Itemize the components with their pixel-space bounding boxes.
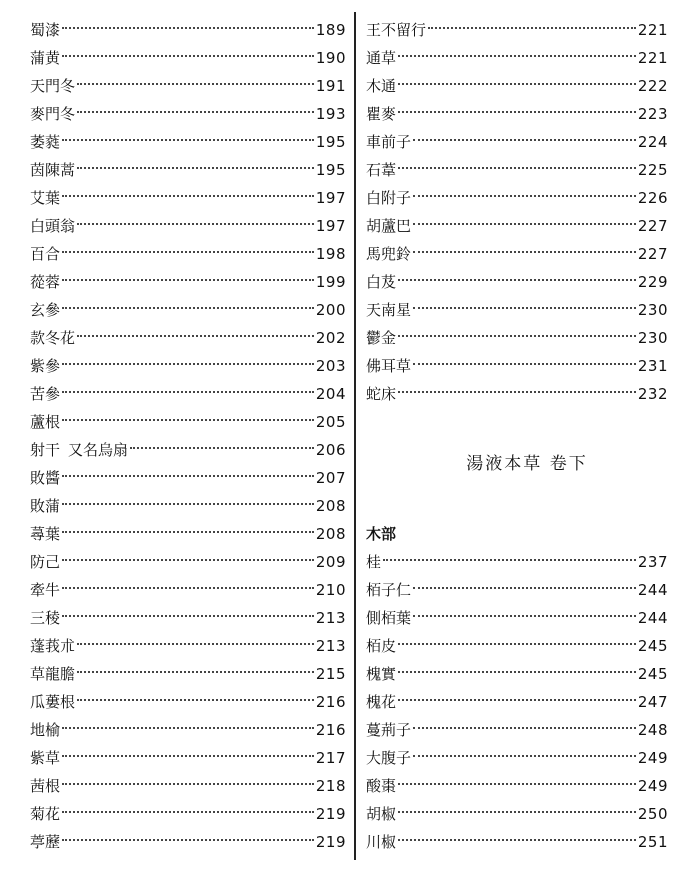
toc-entry: [366, 100, 668, 128]
page-number: 225: [637, 161, 668, 179]
dot-leader: [77, 83, 314, 85]
toc-entry: [30, 128, 346, 156]
section-heading: 木部: [366, 525, 397, 543]
page-number: 237: [637, 553, 668, 571]
entry-name-text: 蓯蓉: [30, 273, 61, 291]
page-number: 232: [637, 385, 668, 403]
entry-name-text: 防己: [30, 553, 61, 571]
dot-leader: [413, 615, 636, 617]
entry-name: [366, 296, 411, 324]
entry-name-text: 桂: [366, 553, 382, 571]
entry-name: [366, 100, 396, 128]
entry-name-text: 栢皮: [366, 637, 397, 655]
entry-name-text: 胡蘆巴: [366, 217, 412, 235]
entry-name-text: 側栢葉: [366, 609, 412, 627]
dot-leader: [398, 111, 636, 113]
toc-entry: [30, 716, 346, 744]
dot-leader: [77, 111, 314, 113]
page-number: 200: [315, 301, 346, 319]
dot-leader: [62, 139, 314, 141]
entry-name-text: 三稜: [30, 609, 61, 627]
page-number: 193: [315, 105, 346, 123]
entry-name: [30, 828, 60, 856]
page-number: 203: [315, 357, 346, 375]
volume-title: 湯液本草 卷下: [466, 454, 588, 474]
dot-leader: [398, 811, 636, 813]
page-number: 208: [315, 525, 346, 543]
entry-name: [366, 604, 411, 632]
entry-name-text: 艾葉: [30, 189, 61, 207]
entry-name-text: 瞿麥: [366, 105, 397, 123]
entry-name-text: 紫草: [30, 749, 61, 767]
entry-name: [30, 352, 60, 380]
toc-entry: [366, 296, 668, 324]
entry-name: [30, 100, 75, 128]
entry-name: [30, 744, 60, 772]
toc-entry: [30, 212, 346, 240]
toc-entry: [366, 16, 668, 44]
dot-leader: [413, 363, 636, 365]
toc-entry: [366, 72, 668, 100]
dot-leader: [62, 755, 314, 757]
entry-name: [30, 772, 60, 800]
entry-name-text: 王不留行: [366, 21, 427, 39]
toc-entry: [366, 828, 668, 856]
dot-leader: [413, 195, 636, 197]
page-number: 190: [315, 49, 346, 67]
entry-name-text: 白附子: [366, 189, 412, 207]
entry-name: [366, 44, 396, 72]
dot-leader: [398, 783, 636, 785]
entry-name: [366, 548, 381, 576]
page-number: 209: [315, 553, 346, 571]
toc-entry: [366, 800, 668, 828]
toc-entry: [30, 324, 346, 352]
toc-entry: [30, 492, 346, 520]
entry-name-text: 木通: [366, 77, 397, 95]
entry-name: [366, 380, 396, 408]
dot-leader: [398, 643, 636, 645]
entry-name-text: 白芨: [366, 273, 397, 291]
dot-leader: [62, 727, 314, 729]
entry-name: [366, 184, 411, 212]
dot-leader: [383, 559, 636, 561]
entry-name: [30, 632, 75, 660]
dot-leader: [77, 699, 314, 701]
toc-entry: [30, 660, 346, 688]
dot-leader: [62, 391, 314, 393]
page-number: 197: [315, 217, 346, 235]
dot-leader: [413, 139, 636, 141]
dot-leader: [62, 559, 314, 561]
entry-name-text: 白頭翁: [30, 217, 76, 235]
page-number: 208: [315, 497, 346, 515]
blank-line: [366, 492, 668, 520]
page-number: 216: [315, 693, 346, 711]
entry-name: [30, 156, 75, 184]
dot-leader: [77, 223, 314, 225]
dot-leader: [62, 279, 314, 281]
toc-entry: [366, 576, 668, 604]
dot-leader: [77, 671, 314, 673]
column-divider: [354, 12, 356, 860]
entry-name: [366, 268, 396, 296]
entry-name-text: 馬兜鈴: [366, 245, 412, 263]
entry-name: [30, 44, 60, 72]
entry-name-text: 地榆: [30, 721, 61, 739]
entry-name: [366, 240, 411, 268]
toc-entry: [30, 268, 346, 296]
dot-leader: [77, 335, 314, 337]
page-number: 219: [315, 805, 346, 823]
page-number: 197: [315, 189, 346, 207]
entry-name-text: 苦參: [30, 385, 61, 403]
page-number: 195: [315, 133, 346, 151]
toc-entry: [30, 100, 346, 128]
page-number: 205: [315, 413, 346, 431]
entry-name: [30, 380, 60, 408]
toc-entry: [30, 464, 346, 492]
entry-name-text: 蕁葉: [30, 525, 61, 543]
entry-name-text: 萎蕤: [30, 133, 61, 151]
dot-leader: [398, 699, 636, 701]
left-toc-column: [30, 16, 346, 856]
page-number: 227: [637, 245, 668, 263]
entry-name: [366, 576, 411, 604]
page-number: 249: [637, 749, 668, 767]
dot-leader: [398, 83, 636, 85]
entry-name: [366, 16, 426, 44]
page-number: 210: [315, 581, 346, 599]
entry-name-text: 栢子仁: [366, 581, 412, 599]
toc-entry: [366, 744, 668, 772]
page-number: 247: [637, 693, 668, 711]
page-number: 224: [637, 133, 668, 151]
toc-entry: [30, 72, 346, 100]
entry-name-text: 天南星: [366, 301, 412, 319]
toc-entry: [366, 380, 668, 408]
entry-name: [30, 436, 128, 464]
page-number: 244: [637, 581, 668, 599]
dot-leader: [62, 783, 314, 785]
entry-name-text: 蓬莪朮: [30, 637, 76, 655]
page-number: 221: [637, 21, 668, 39]
entry-name-text: 茵陳蒿: [30, 161, 76, 179]
entry-name-text: 佛耳草: [366, 357, 412, 375]
dot-leader: [398, 391, 636, 393]
page-number: 215: [315, 665, 346, 683]
toc-entry: [30, 632, 346, 660]
page-number: 222: [637, 77, 668, 95]
entry-name-text: 槐實: [366, 665, 397, 683]
toc-entry: [30, 520, 346, 548]
toc-entry: [30, 184, 346, 212]
dot-leader: [77, 643, 314, 645]
dot-leader: [62, 307, 314, 309]
entry-name-text: 茜根: [30, 777, 61, 795]
entry-name-text: 蜀漆: [30, 21, 61, 39]
entry-name: [30, 16, 60, 44]
entry-name: [30, 324, 75, 352]
toc-entry: [30, 800, 346, 828]
page-number: 230: [637, 329, 668, 347]
page-number: 230: [637, 301, 668, 319]
dot-leader: [428, 27, 636, 29]
toc-entry: [30, 604, 346, 632]
entry-name: [366, 212, 411, 240]
dot-leader: [62, 811, 314, 813]
entry-name-text: 車前子: [366, 133, 412, 151]
dot-leader: [398, 335, 636, 337]
toc-entry: [30, 156, 346, 184]
page-number: 244: [637, 609, 668, 627]
page-number: 199: [315, 273, 346, 291]
dot-leader: [413, 587, 636, 589]
entry-name: [366, 660, 396, 688]
entry-name: [30, 800, 60, 828]
dot-leader: [413, 727, 636, 729]
page-number: 221: [637, 49, 668, 67]
page-number: 227: [637, 217, 668, 235]
toc-entry: [30, 688, 346, 716]
toc-entry: [366, 548, 668, 576]
page-number: 249: [637, 777, 668, 795]
entry-name: [366, 828, 396, 856]
toc-entry: [30, 548, 346, 576]
page-number: 202: [315, 329, 346, 347]
page-number: 245: [637, 637, 668, 655]
page-number: 218: [315, 777, 346, 795]
entry-name-text: 瓜蔞根: [30, 693, 76, 711]
toc-entry: [30, 44, 346, 72]
entry-name-text: 蔓荊子: [366, 721, 412, 739]
entry-name-text: 大腹子: [366, 749, 412, 767]
toc-entry: [30, 576, 346, 604]
dot-leader: [62, 419, 314, 421]
entry-name: [30, 492, 60, 520]
dot-leader: [62, 27, 314, 29]
entry-name: [366, 352, 411, 380]
page-number: 198: [315, 245, 346, 263]
dot-leader: [62, 475, 314, 477]
entry-name-text: 蘆根: [30, 413, 61, 431]
page-number: 213: [315, 637, 346, 655]
entry-name-text: 蒲黄: [30, 49, 61, 67]
toc-entry: [366, 632, 668, 660]
toc-entry: [366, 716, 668, 744]
entry-name-text: 敗醬: [30, 469, 61, 487]
dot-leader: [398, 839, 636, 841]
entry-name: [30, 128, 60, 156]
page-number: 213: [315, 609, 346, 627]
page-number: 223: [637, 105, 668, 123]
entry-name: [366, 156, 396, 184]
entry-name: [30, 212, 75, 240]
toc-entry: [30, 296, 346, 324]
right-toc-column: [366, 16, 668, 856]
entry-name-text: 酸棗: [366, 777, 397, 795]
page-number: 216: [315, 721, 346, 739]
dot-leader: [413, 755, 636, 757]
dot-leader: [62, 55, 314, 57]
entry-name: [30, 72, 75, 100]
entry-name-text: 玄參: [30, 301, 61, 319]
dot-leader: [130, 447, 314, 449]
entry-name: [30, 576, 60, 604]
toc-entry: [366, 352, 668, 380]
entry-name: [30, 268, 60, 296]
entry-name: [366, 72, 396, 100]
page-number: 251: [637, 833, 668, 851]
toc-entry: [366, 660, 668, 688]
page-number: 204: [315, 385, 346, 403]
page-number: 219: [315, 833, 346, 851]
entry-name: [30, 296, 60, 324]
toc-entry: [366, 324, 668, 352]
toc-entry: [366, 184, 668, 212]
entry-name: [366, 324, 396, 352]
dot-leader: [62, 195, 314, 197]
page-number: 248: [637, 721, 668, 739]
entry-alias: 又名烏扇: [68, 441, 129, 459]
dot-leader: [398, 55, 636, 57]
entry-name: [366, 688, 396, 716]
page-number: 207: [315, 469, 346, 487]
entry-name: [30, 184, 60, 212]
toc-entry: [366, 688, 668, 716]
dot-leader: [398, 279, 636, 281]
entry-name-text: 胡椒: [366, 805, 397, 823]
entry-name-text: 鬱金: [366, 329, 397, 347]
entry-name: [366, 800, 396, 828]
dot-leader: [398, 671, 636, 673]
page-number: 206: [315, 441, 346, 459]
dot-leader: [62, 363, 314, 365]
entry-name-text: 菊花: [30, 805, 61, 823]
toc-entry: [30, 828, 346, 856]
dot-leader: [77, 167, 314, 169]
page-number: 191: [315, 77, 346, 95]
entry-name: [30, 604, 60, 632]
entry-name: [366, 744, 411, 772]
toc-entry: [366, 240, 668, 268]
toc-entry: [366, 44, 668, 72]
entry-name-text: 葶藶: [30, 833, 61, 851]
entry-name-text: 蛇床: [366, 385, 397, 403]
page-number: 245: [637, 665, 668, 683]
toc-entry: [366, 212, 668, 240]
entry-name: [366, 716, 411, 744]
dot-leader: [398, 167, 636, 169]
entry-name-text: 百合: [30, 245, 61, 263]
dot-leader: [62, 615, 314, 617]
toc-entry: [30, 240, 346, 268]
dot-leader: [413, 307, 636, 309]
toc-entry: [30, 772, 346, 800]
toc-entry: [30, 380, 346, 408]
toc-entry: [30, 408, 346, 436]
toc-entry: [366, 128, 668, 156]
entry-name: [366, 128, 411, 156]
entry-name-text: 牽牛: [30, 581, 61, 599]
entry-name-text: 紫參: [30, 357, 61, 375]
dot-leader: [62, 839, 314, 841]
entry-name: [30, 660, 75, 688]
entry-name-text: 石葦: [366, 161, 397, 179]
page-number: 195: [315, 161, 346, 179]
entry-name-text: 敗蒲: [30, 497, 61, 515]
entry-name-text: 川椒: [366, 833, 397, 851]
entry-name-text: 天門冬: [30, 77, 76, 95]
toc-entry: [30, 744, 346, 772]
entry-name: [30, 548, 60, 576]
entry-name: [30, 408, 60, 436]
entry-name: [366, 772, 396, 800]
toc-entry: [30, 16, 346, 44]
entry-name: [30, 688, 75, 716]
page-number: 231: [637, 357, 668, 375]
entry-name-text: 槐花: [366, 693, 397, 711]
dot-leader: [62, 503, 314, 505]
page-number: 229: [637, 273, 668, 291]
page-number: 217: [315, 749, 346, 767]
toc-entry: [366, 156, 668, 184]
toc-entry: [30, 436, 346, 464]
entry-name: [30, 716, 60, 744]
entry-name: [30, 240, 60, 268]
entry-name-text: 款冬花: [30, 329, 76, 347]
entry-name-text: 通草: [366, 49, 397, 67]
entry-name: [30, 464, 60, 492]
entry-name-text: 麥門冬: [30, 105, 76, 123]
entry-name-text: 射干: [30, 441, 61, 459]
dot-leader: [62, 251, 314, 253]
toc-entry: [366, 268, 668, 296]
page-number: 189: [315, 21, 346, 39]
entry-name: [30, 520, 60, 548]
toc-entry: [366, 604, 668, 632]
dot-leader: [62, 587, 314, 589]
entry-name-text: 草龍膽: [30, 665, 76, 683]
entry-name: [366, 632, 396, 660]
dot-leader: [413, 223, 636, 225]
toc-entry: [366, 772, 668, 800]
page-number: 226: [637, 189, 668, 207]
toc-entry: [30, 352, 346, 380]
dot-leader: [62, 531, 314, 533]
dot-leader: [413, 251, 636, 253]
blank-line: [366, 408, 668, 436]
page-number: 250: [637, 805, 668, 823]
